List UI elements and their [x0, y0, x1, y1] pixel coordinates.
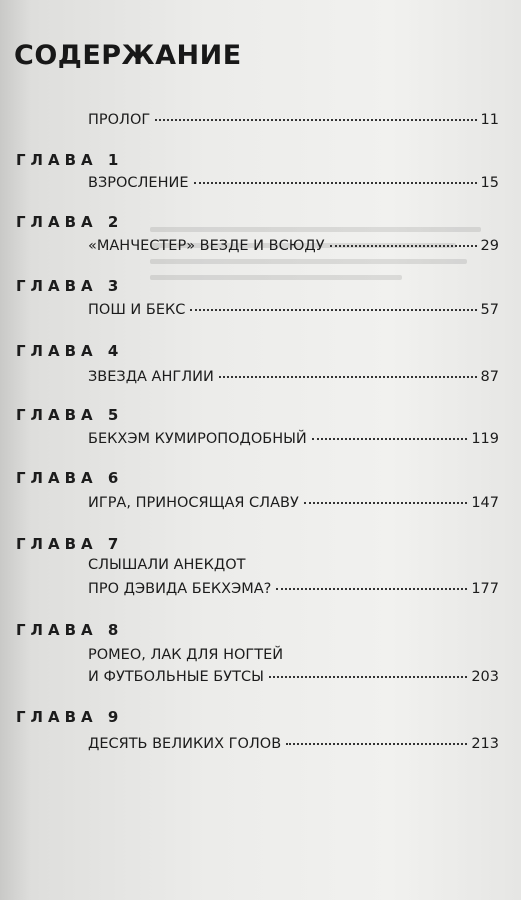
- dot-leader: [286, 743, 467, 745]
- dot-leader: [219, 376, 477, 378]
- page-number: 147: [471, 495, 499, 511]
- entry-title: БЕКХЭМ КУМИРОПОДОБНЫЙ: [88, 431, 307, 447]
- page-number: 119: [471, 431, 499, 447]
- chapter-label: ГЛАВА 7: [16, 535, 124, 553]
- page-number: 57: [480, 302, 499, 318]
- page-number: 213: [471, 736, 499, 752]
- toc-entry-chapter-8[interactable]: [88, 670, 499, 685]
- page-number: 87: [480, 369, 499, 385]
- dot-leader: [304, 502, 468, 504]
- toc-entry-chapter-7-line-1[interactable]: СЛЫШАЛИ АНЕКДОТ: [88, 557, 246, 573]
- toc-entry-chapter-4[interactable]: [88, 370, 499, 385]
- entry-title: ЗВЕЗДА АНГЛИИ: [88, 369, 214, 385]
- chapter-label: ГЛАВА 8: [16, 621, 124, 639]
- chapter-label: ГЛАВА 2: [16, 213, 124, 231]
- chapter-label: ГЛАВА 6: [16, 469, 124, 487]
- page-number: 15: [480, 175, 499, 191]
- toc-entry-prologue[interactable]: [88, 113, 499, 128]
- toc-entry-chapter-9[interactable]: [88, 737, 499, 752]
- dot-leader: [194, 182, 477, 184]
- dot-leader: [276, 588, 467, 590]
- toc-entry-chapter-6[interactable]: [88, 496, 499, 511]
- page-number: 203: [471, 669, 499, 685]
- page-number: 29: [480, 238, 499, 254]
- dot-leader: [330, 245, 477, 247]
- entry-title: ПРО ДЭВИДА БЕКХЭМА?: [88, 581, 272, 597]
- chapter-label: ГЛАВА 5: [16, 406, 124, 424]
- chapter-label: ГЛАВА 9: [16, 708, 124, 726]
- toc-entry-chapter-5[interactable]: [88, 432, 499, 447]
- entry-title: ИГРА, ПРИНОСЯЩАЯ СЛАВУ: [88, 495, 299, 511]
- entry-title: ДЕСЯТЬ ВЕЛИКИХ ГОЛОВ: [88, 736, 282, 752]
- toc-entry-chapter-7[interactable]: [88, 582, 499, 597]
- page-title: СОДЕРЖАНИЕ: [14, 40, 242, 71]
- entry-title: И ФУТБОЛЬНЫЕ БУТСЫ: [88, 669, 264, 685]
- page-number: 177: [471, 581, 499, 597]
- toc-entry-chapter-8-line-1[interactable]: РОМЕО, ЛАК ДЛЯ НОГТЕЙ: [88, 647, 284, 663]
- chapter-label: ГЛАВА 1: [16, 151, 124, 169]
- toc-entry-chapter-2[interactable]: [88, 239, 499, 254]
- toc-entry-chapter-1[interactable]: [88, 176, 499, 191]
- dot-leader: [190, 309, 476, 311]
- entry-title: ПОШ И БЕКС: [88, 302, 186, 318]
- toc-entry-chapter-3[interactable]: [88, 303, 499, 318]
- dot-leader: [269, 676, 467, 678]
- entry-title: «МАНЧЕСТЕР» ВЕЗДЕ И ВСЮДУ: [88, 238, 325, 254]
- entry-title: ВЗРОСЛЕНИЕ: [88, 175, 189, 191]
- dot-leader: [155, 119, 476, 121]
- dot-leader: [312, 438, 468, 440]
- chapter-label: ГЛАВА 3: [16, 277, 124, 295]
- chapter-label: ГЛАВА 4: [16, 342, 124, 360]
- page-number: 11: [480, 112, 499, 128]
- entry-title: ПРОЛОГ: [88, 112, 151, 128]
